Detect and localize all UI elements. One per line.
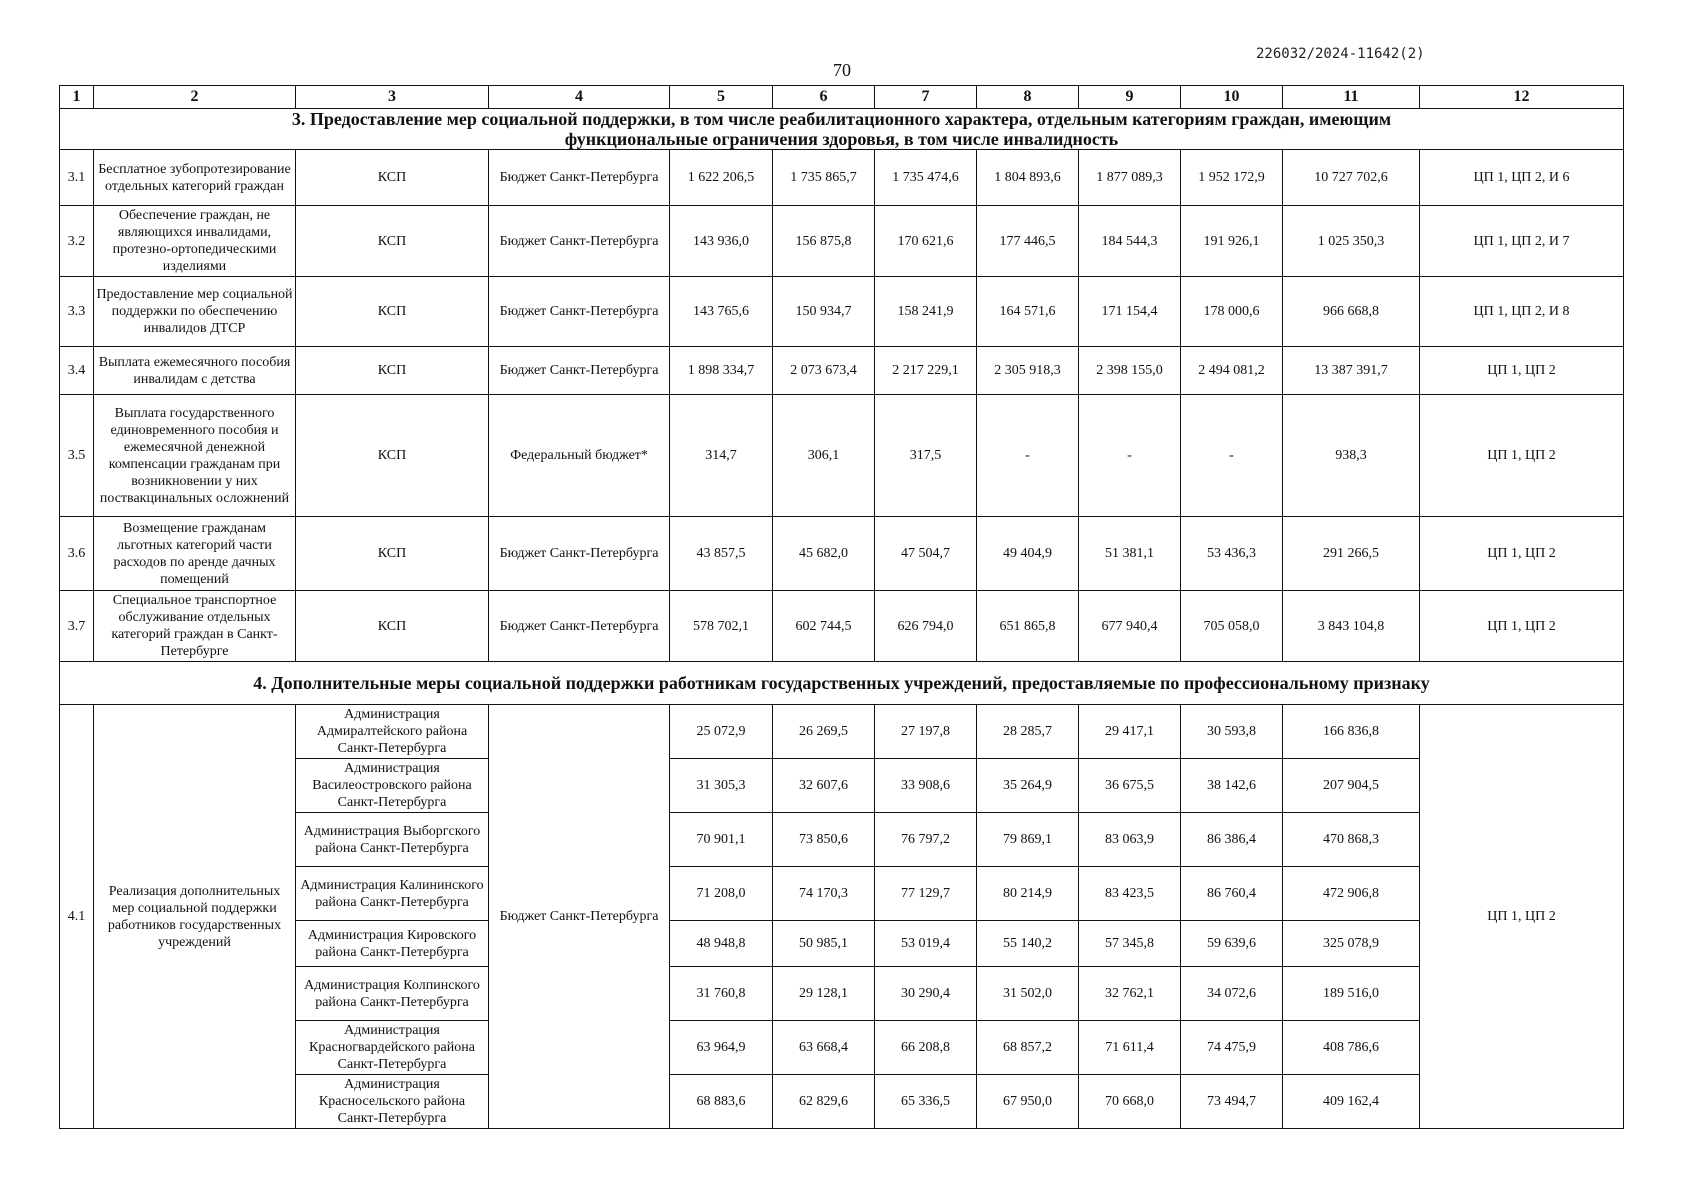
value-total: 938,3 [1283, 395, 1420, 517]
table-row [60, 277, 1624, 347]
executor: Администрация Красносельского района Санкт-Петербурга [296, 1075, 489, 1129]
value-2025: 143 765,6 [670, 277, 773, 347]
value-2027: 170 621,6 [875, 206, 977, 277]
value-total: 408 786,6 [1283, 1021, 1420, 1075]
value-total: 10 727 702,6 [1283, 150, 1420, 206]
measure-name: Предоставление мер социальной поддержки по обеспечению инвалидов ДТСР [94, 277, 296, 347]
value-total: 325 078,9 [1283, 921, 1420, 967]
executor: Администрация Кировского района Санкт-Петербурга [296, 921, 489, 967]
executor: КСП [296, 150, 489, 206]
document-id: 226032/2024-11642(2) [1256, 46, 1425, 62]
value-2027: 1 735 474,6 [875, 150, 977, 206]
value-2026: 32 607,6 [773, 759, 875, 813]
value-2029: 2 398 155,0 [1079, 347, 1181, 395]
value-2028: 35 264,9 [977, 759, 1079, 813]
value-2030: 191 926,1 [1181, 206, 1283, 277]
measure-name: Возмещение гражданам льготных категорий части расходов по аренде дачных помещений [94, 517, 296, 591]
value-total: 291 266,5 [1283, 517, 1420, 591]
value-2025: 70 901,1 [670, 813, 773, 867]
column-number: 2 [94, 86, 296, 109]
value-2028: 28 285,7 [977, 705, 1079, 759]
column-number: 4 [489, 86, 670, 109]
row-number: 3.1 [60, 150, 94, 206]
value-2026: 1 735 865,7 [773, 150, 875, 206]
value-2030: 86 760,4 [1181, 867, 1283, 921]
value-2029: 32 762,1 [1079, 967, 1181, 1021]
value-2030: 1 952 172,9 [1181, 150, 1283, 206]
value-2030: 73 494,7 [1181, 1075, 1283, 1129]
value-2027: 27 197,8 [875, 705, 977, 759]
value-2026: 29 128,1 [773, 967, 875, 1021]
value-2029: 71 611,4 [1079, 1021, 1181, 1075]
table-row [60, 517, 1624, 591]
value-2029: 83 423,5 [1079, 867, 1181, 921]
section-4-header [60, 662, 1624, 705]
value-2027: 77 129,7 [875, 867, 977, 921]
value-2027: 76 797,2 [875, 813, 977, 867]
value-2028: 164 571,6 [977, 277, 1079, 347]
row-number: 3.4 [60, 347, 94, 395]
measure-name: Выплата ежемесячного пособия инвалидам с детства [94, 347, 296, 395]
value-2030: - [1181, 395, 1283, 517]
value-2027: 317,5 [875, 395, 977, 517]
executor: КСП [296, 395, 489, 517]
funding-source: Бюджет Санкт-Петербурга [489, 206, 670, 277]
value-2027: 33 908,6 [875, 759, 977, 813]
value-2025: 43 857,5 [670, 517, 773, 591]
value-2028: 2 305 918,3 [977, 347, 1079, 395]
row-number: 3.7 [60, 591, 94, 662]
funding-source: Бюджет Санкт-Петербурга [489, 705, 670, 1129]
value-2025: 68 883,6 [670, 1075, 773, 1129]
value-2030: 59 639,6 [1181, 921, 1283, 967]
measure-name: Бесплатное зубопротезирование отдельных категорий граждан [94, 150, 296, 206]
table-row [60, 591, 1624, 662]
indicator-codes: ЦП 1, ЦП 2, И 8 [1420, 277, 1624, 347]
value-2028: 31 502,0 [977, 967, 1079, 1021]
value-total: 409 162,4 [1283, 1075, 1420, 1129]
value-2029: - [1079, 395, 1181, 517]
row-number: 4.1 [60, 705, 94, 1129]
value-total: 207 904,5 [1283, 759, 1420, 813]
value-2029: 83 063,9 [1079, 813, 1181, 867]
funding-source: Бюджет Санкт-Петербурга [489, 150, 670, 206]
indicator-codes: ЦП 1, ЦП 2, И 6 [1420, 150, 1624, 206]
value-2029: 184 544,3 [1079, 206, 1181, 277]
measure-name: Обеспечение граждан, не являющихся инвалидами, протезно-ортопедическими изделиями [94, 206, 296, 277]
value-2030: 705 058,0 [1181, 591, 1283, 662]
indicator-codes: ЦП 1, ЦП 2 [1420, 517, 1624, 591]
value-total: 3 843 104,8 [1283, 591, 1420, 662]
value-2030: 74 475,9 [1181, 1021, 1283, 1075]
value-2026: 50 985,1 [773, 921, 875, 967]
executor: КСП [296, 347, 489, 395]
value-total: 166 836,8 [1283, 705, 1420, 759]
executor: КСП [296, 206, 489, 277]
value-2026: 156 875,8 [773, 206, 875, 277]
value-2027: 47 504,7 [875, 517, 977, 591]
funding-source: Бюджет Санкт-Петербурга [489, 277, 670, 347]
table-row [60, 395, 1624, 517]
value-2030: 38 142,6 [1181, 759, 1283, 813]
executor: Администрация Выборгского района Санкт-Петербурга [296, 813, 489, 867]
value-2026: 45 682,0 [773, 517, 875, 591]
value-2027: 66 208,8 [875, 1021, 977, 1075]
indicator-codes: ЦП 1, ЦП 2 [1420, 591, 1624, 662]
value-2025: 314,7 [670, 395, 773, 517]
value-2029: 36 675,5 [1079, 759, 1181, 813]
indicator-codes: ЦП 1, ЦП 2 [1420, 395, 1624, 517]
value-2028: 55 140,2 [977, 921, 1079, 967]
value-total: 189 516,0 [1283, 967, 1420, 1021]
column-number: 12 [1420, 86, 1624, 109]
section-3-title: 3. Предоставление мер социальной поддержки, в том числе реабилитационного характера, отдельным категориям граждан, имеющим функциональные ограничения здоровья, в том числе инвалидность [60, 109, 1624, 150]
row-number: 3.5 [60, 395, 94, 517]
row-number: 3.2 [60, 206, 94, 277]
value-2025: 31 760,8 [670, 967, 773, 1021]
value-2025: 63 964,9 [670, 1021, 773, 1075]
value-2027: 65 336,5 [875, 1075, 977, 1129]
value-2029: 29 417,1 [1079, 705, 1181, 759]
value-2030: 30 593,8 [1181, 705, 1283, 759]
table-row [60, 705, 1624, 759]
column-number: 3 [296, 86, 489, 109]
value-2028: 651 865,8 [977, 591, 1079, 662]
funding-source: Бюджет Санкт-Петербурга [489, 517, 670, 591]
section-3-header [60, 109, 1624, 150]
funding-source: Федеральный бюджет* [489, 395, 670, 517]
table-row [60, 347, 1624, 395]
value-2030: 2 494 081,2 [1181, 347, 1283, 395]
value-total: 470 868,3 [1283, 813, 1420, 867]
column-number: 11 [1283, 86, 1420, 109]
value-2029: 51 381,1 [1079, 517, 1181, 591]
value-2030: 86 386,4 [1181, 813, 1283, 867]
value-total: 13 387 391,7 [1283, 347, 1420, 395]
value-2029: 171 154,4 [1079, 277, 1181, 347]
funding-source: Бюджет Санкт-Петербурга [489, 347, 670, 395]
value-2028: 1 804 893,6 [977, 150, 1079, 206]
value-2030: 53 436,3 [1181, 517, 1283, 591]
value-2027: 53 019,4 [875, 921, 977, 967]
measure-name: Специальное транспортное обслуживание отдельных категорий граждан в Санкт-Петербурге [94, 591, 296, 662]
executor: Администрация Адмиралтейского района Санкт-Петербурга [296, 705, 489, 759]
column-number: 5 [670, 86, 773, 109]
value-2027: 30 290,4 [875, 967, 977, 1021]
value-2026: 63 668,4 [773, 1021, 875, 1075]
value-2028: 49 404,9 [977, 517, 1079, 591]
section-4-title: 4. Дополнительные меры социальной поддержки работникам государственных учреждений, предоставляемые по профессиональному признаку [60, 662, 1624, 705]
value-2025: 1 898 334,7 [670, 347, 773, 395]
value-2028: 79 869,1 [977, 813, 1079, 867]
executor: КСП [296, 517, 489, 591]
page-number: 70 [833, 60, 851, 80]
table-row [60, 150, 1624, 206]
row-number: 3.6 [60, 517, 94, 591]
value-2025: 48 948,8 [670, 921, 773, 967]
value-2025: 25 072,9 [670, 705, 773, 759]
indicator-codes: ЦП 1, ЦП 2, И 7 [1420, 206, 1624, 277]
indicator-codes: ЦП 1, ЦП 2 [1420, 347, 1624, 395]
value-2028: - [977, 395, 1079, 517]
indicator-codes: ЦП 1, ЦП 2 [1420, 705, 1624, 1129]
table-row [60, 206, 1624, 277]
value-2025: 71 208,0 [670, 867, 773, 921]
value-total: 966 668,8 [1283, 277, 1420, 347]
value-2028: 67 950,0 [977, 1075, 1079, 1129]
value-2030: 178 000,6 [1181, 277, 1283, 347]
value-2026: 602 744,5 [773, 591, 875, 662]
value-2028: 177 446,5 [977, 206, 1079, 277]
value-2028: 80 214,9 [977, 867, 1079, 921]
value-2029: 70 668,0 [1079, 1075, 1181, 1129]
executor: КСП [296, 591, 489, 662]
measure-name: Реализация дополнительных мер социальной поддержки работников государственных учреждений [94, 705, 296, 1129]
value-2028: 68 857,2 [977, 1021, 1079, 1075]
value-2029: 1 877 089,3 [1079, 150, 1181, 206]
column-number-row [60, 86, 1624, 109]
value-2026: 2 073 673,4 [773, 347, 875, 395]
value-2026: 73 850,6 [773, 813, 875, 867]
value-2026: 150 934,7 [773, 277, 875, 347]
executor: Администрация Колпинского района Санкт-Петербурга [296, 967, 489, 1021]
value-2027: 2 217 229,1 [875, 347, 977, 395]
section-4-rows [60, 705, 1624, 1129]
value-2029: 57 345,8 [1079, 921, 1181, 967]
executor: Администрация Василеостровского района Санкт-Петербурга [296, 759, 489, 813]
value-2026: 306,1 [773, 395, 875, 517]
column-number: 6 [773, 86, 875, 109]
measure-name: Выплата государственного единовременного пособия и ежемесячной денежной компенсации гражданам при возникновении у них поствакцинальных осложнений [94, 395, 296, 517]
value-total: 472 906,8 [1283, 867, 1420, 921]
value-2026: 62 829,6 [773, 1075, 875, 1129]
value-2027: 158 241,9 [875, 277, 977, 347]
value-2025: 578 702,1 [670, 591, 773, 662]
value-2026: 26 269,5 [773, 705, 875, 759]
value-2025: 31 305,3 [670, 759, 773, 813]
value-total: 1 025 350,3 [1283, 206, 1420, 277]
section-3-rows [60, 150, 1624, 662]
column-number: 8 [977, 86, 1079, 109]
funding-source: Бюджет Санкт-Петербурга [489, 591, 670, 662]
value-2025: 143 936,0 [670, 206, 773, 277]
budget-table [59, 85, 1624, 1129]
value-2027: 626 794,0 [875, 591, 977, 662]
value-2026: 74 170,3 [773, 867, 875, 921]
value-2029: 677 940,4 [1079, 591, 1181, 662]
executor: Администрация Красногвардейского района Санкт-Петербурга [296, 1021, 489, 1075]
executor: КСП [296, 277, 489, 347]
column-number: 9 [1079, 86, 1181, 109]
value-2025: 1 622 206,5 [670, 150, 773, 206]
column-number: 1 [60, 86, 94, 109]
column-number: 7 [875, 86, 977, 109]
executor: Администрация Калининского района Санкт-Петербурга [296, 867, 489, 921]
column-number: 10 [1181, 86, 1283, 109]
row-number: 3.3 [60, 277, 94, 347]
value-2030: 34 072,6 [1181, 967, 1283, 1021]
